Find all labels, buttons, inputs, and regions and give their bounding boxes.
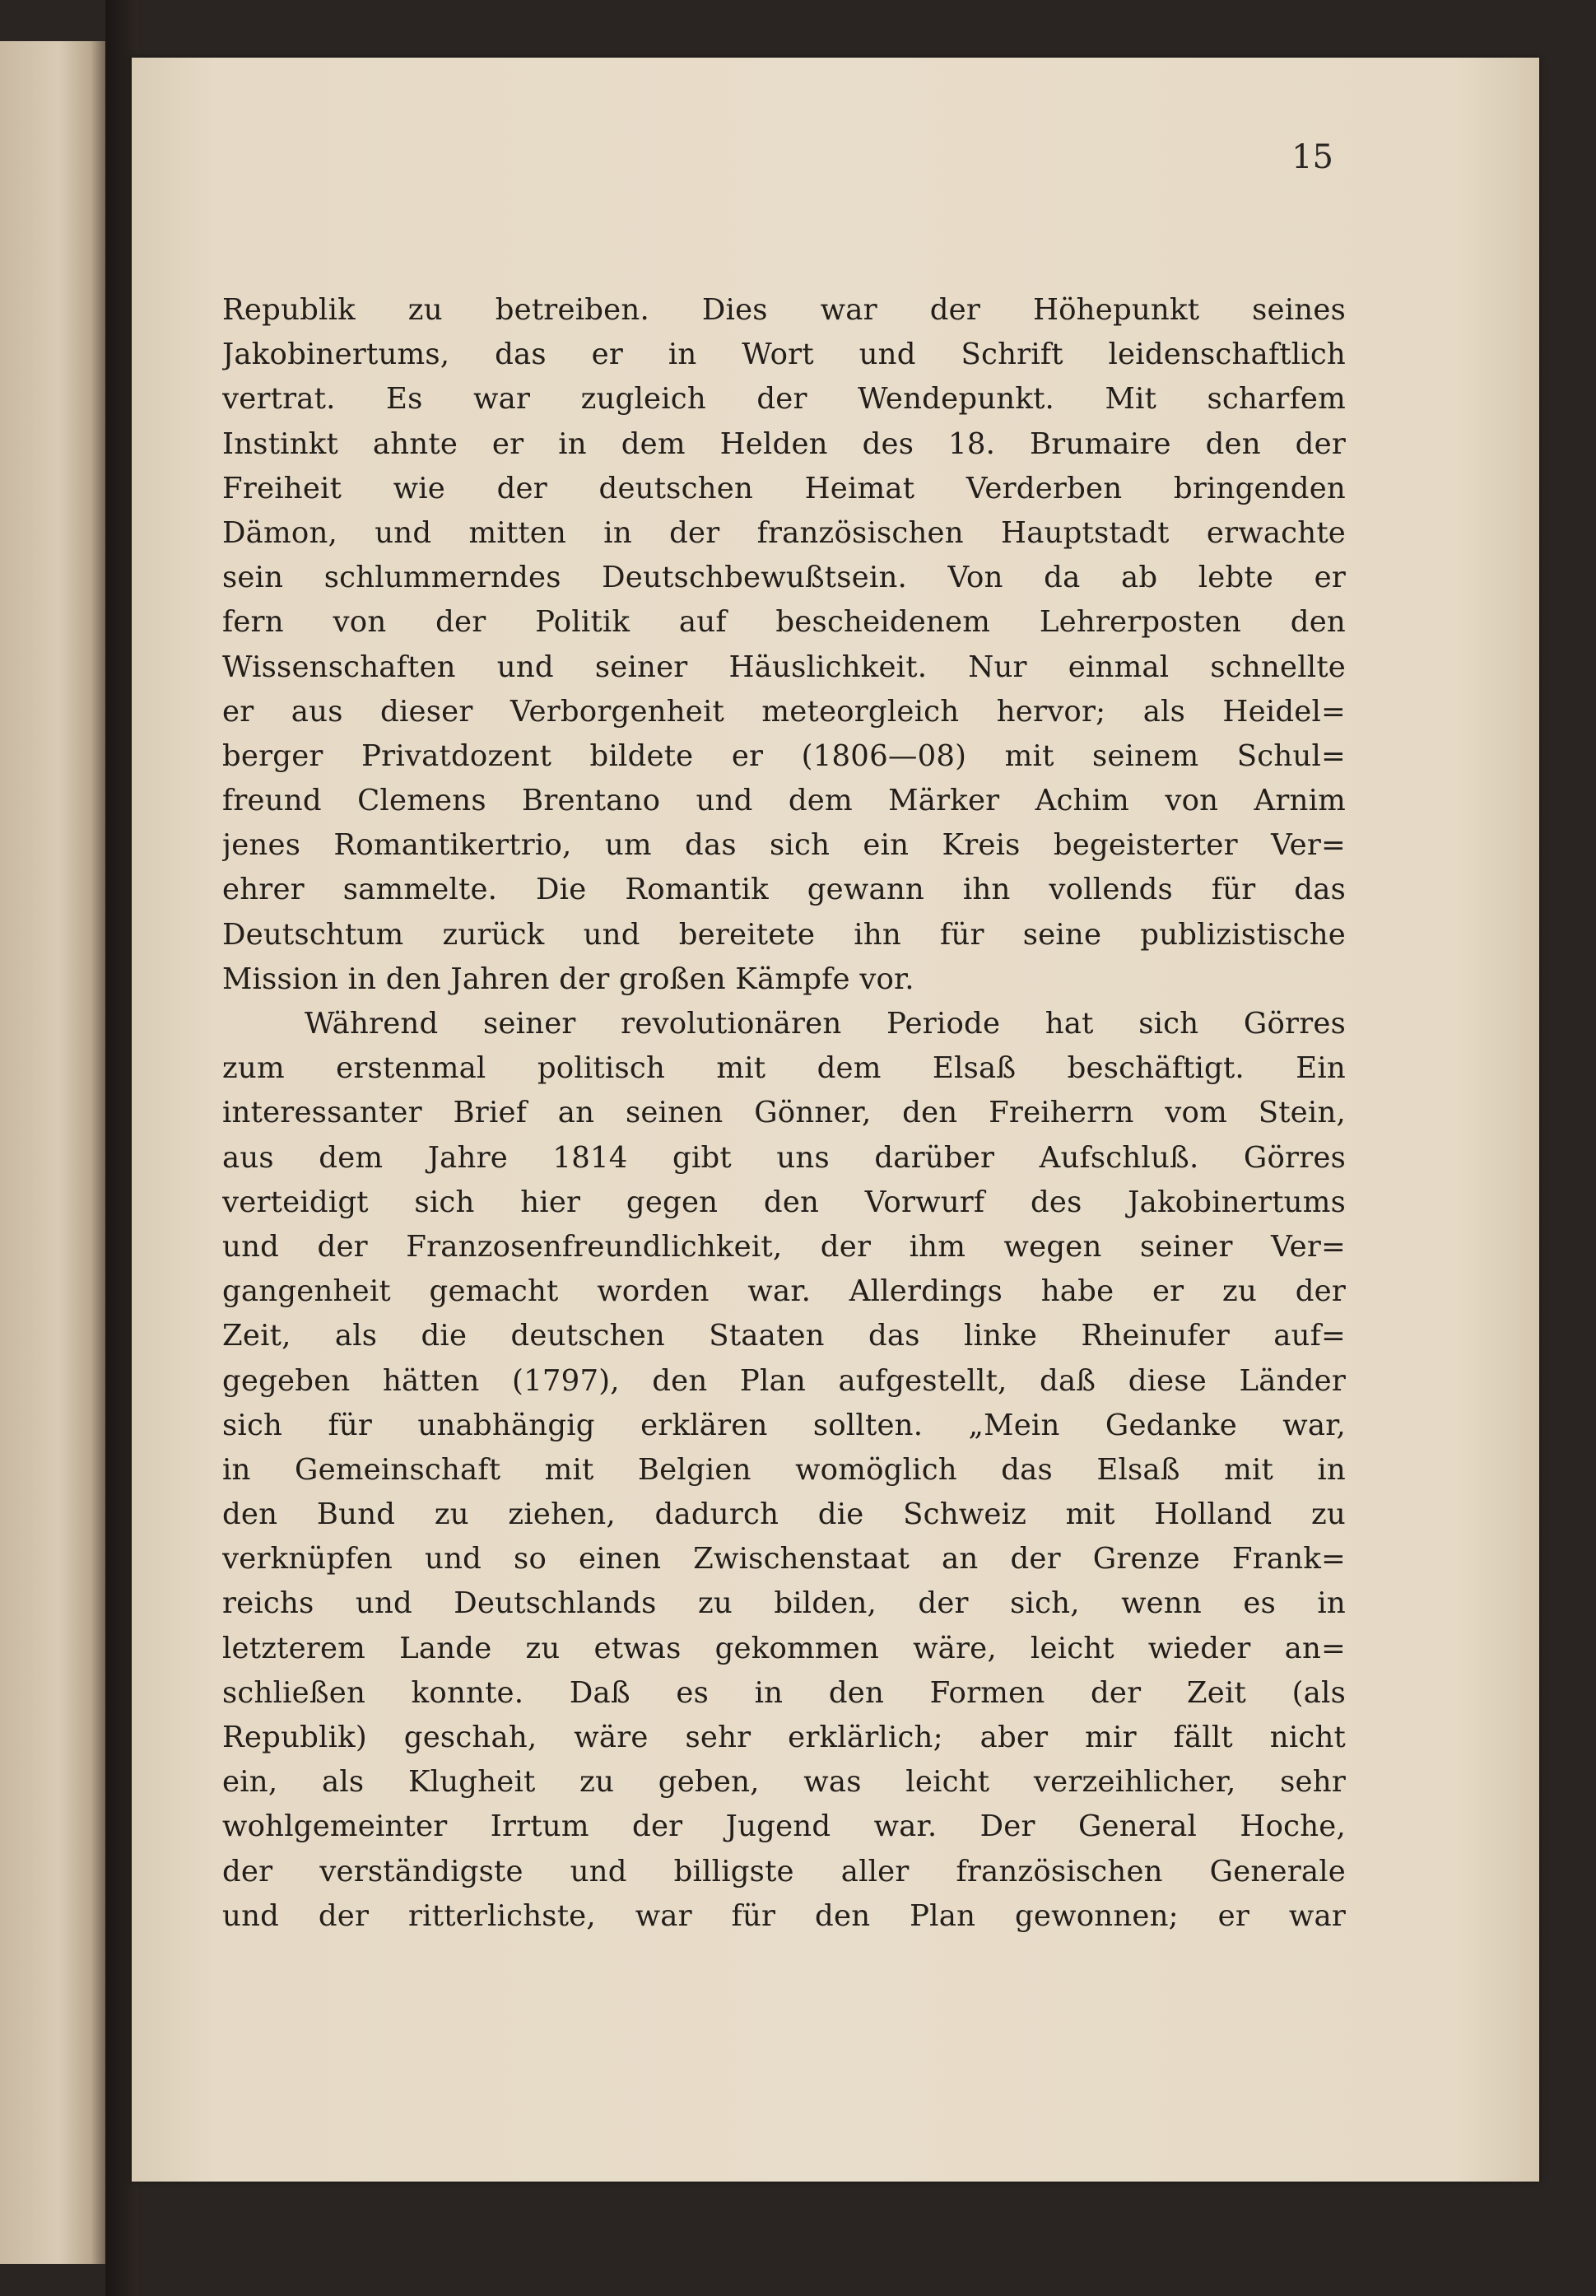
text-line: gegeben hätten (1797), den Plan aufgestellt, daß diese Länder [222, 1363, 1346, 1398]
text-line: Republik) geschah, wäre sehr erklärlich; aber mir fällt nicht [222, 1721, 1346, 1754]
text-line: Deutschtum zurück und bereitete ihn für seine publizistische [222, 917, 1346, 952]
text-line: sein schlummerndes Deutschbewußtsein. Von da ab lebte er [222, 561, 1346, 595]
text-line: freund Clemens Brentano und dem Märker Achim von Arnim [222, 784, 1346, 818]
text-line: sich für unabhängig erklären sollten. „Mein Gedanke war, [222, 1408, 1346, 1442]
text-line: letzterem Lande zu etwas gekommen wäre, leicht wieder an= [222, 1631, 1346, 1665]
text-line: der verständigste und billigste aller französischen Generale [222, 1854, 1346, 1888]
page-number: 15 [1291, 138, 1333, 176]
text-line: aus dem Jahre 1814 gibt uns darüber Aufschluß. Görres [222, 1140, 1346, 1175]
text-line: zum erstenmal politisch mit dem Elsaß beschäftigt. Ein [222, 1051, 1346, 1086]
text-line: und der ritterlichste, war für den Plan gewonnen; er war [222, 1898, 1346, 1933]
text-line: Instinkt ahnte er in dem Helden des 18. Brumaire den der [222, 426, 1346, 461]
text-line: schließen konnte. Daß es in den Formen der Zeit (als [222, 1675, 1346, 1710]
paragraph-first-line: Während seiner revolutionären Periode hat sich Görres [305, 1007, 1346, 1041]
text-line: und der Franzosenfreundlichkeit, der ihm wegen seiner Ver= [222, 1229, 1346, 1264]
text-line: reichs und Deutschlands zu bilden, der sich, wenn es in [222, 1586, 1346, 1621]
text-line: Freiheit wie der deutschen Heimat Verderben bringenden [222, 471, 1346, 505]
text-line: gangenheit gemacht worden war. Allerdings habe er zu der [222, 1274, 1346, 1309]
text-line: Republik zu betreiben. Dies war der Höhepunkt seines [222, 293, 1346, 327]
text-line: interessanter Brief an seinen Gönner, den Freiherrn vom Stein, [222, 1096, 1346, 1130]
text-line: Dämon, und mitten in der französischen Hauptstadt erwachte [222, 515, 1346, 550]
text-line: Jakobinertums, das er in Wort und Schrift leidenschaftlich [222, 338, 1346, 372]
text-line: er aus dieser Verborgenheit meteorgleich hervor; als Heidel= [222, 694, 1346, 729]
text-line: verknüpfen und so einen Zwischenstaat an der Grenze Frank= [222, 1542, 1346, 1576]
text-line: jenes Romantikertrio, um das sich ein Kreis begeisterter Ver= [222, 828, 1346, 863]
text-line: berger Privatdozent bildete er (1806—08) mit seinem Schul= [222, 738, 1346, 773]
text-line: den Bund zu ziehen, dadurch die Schweiz mit Holland zu [222, 1497, 1346, 1532]
text-line: wohlgemeinter Irrtum der Jugend war. Der General Hoche, [222, 1809, 1346, 1844]
body-text [222, 288, 1346, 1939]
text-line: vertrat. Es war zugleich der Wendepunkt. Mit scharfem [222, 382, 1346, 417]
text-line: verteidigt sich hier gegen den Vorwurf des Jakobinertums [222, 1185, 1346, 1219]
text-line: ehrer sammelte. Die Romantik gewann ihn vollends für das [222, 873, 1346, 907]
text-line: Mission in den Jahren der großen Kämpfe vor. [222, 962, 914, 996]
text-line: in Gemeinschaft mit Belgien womöglich das Elsaß mit in [222, 1452, 1346, 1487]
text-line: ein, als Klugheit zu geben, was leicht verzeihlicher, sehr [222, 1765, 1346, 1800]
text-line: fern von der Politik auf bescheidenem Lehrerposten den [222, 605, 1346, 640]
text-line: Zeit, als die deutschen Staaten das linke Rheinufer auf= [222, 1319, 1346, 1353]
left-page-edge [0, 41, 107, 2264]
text-line: Wissenschaften und seiner Häuslichkeit. Nur einmal schnellte [222, 650, 1346, 684]
